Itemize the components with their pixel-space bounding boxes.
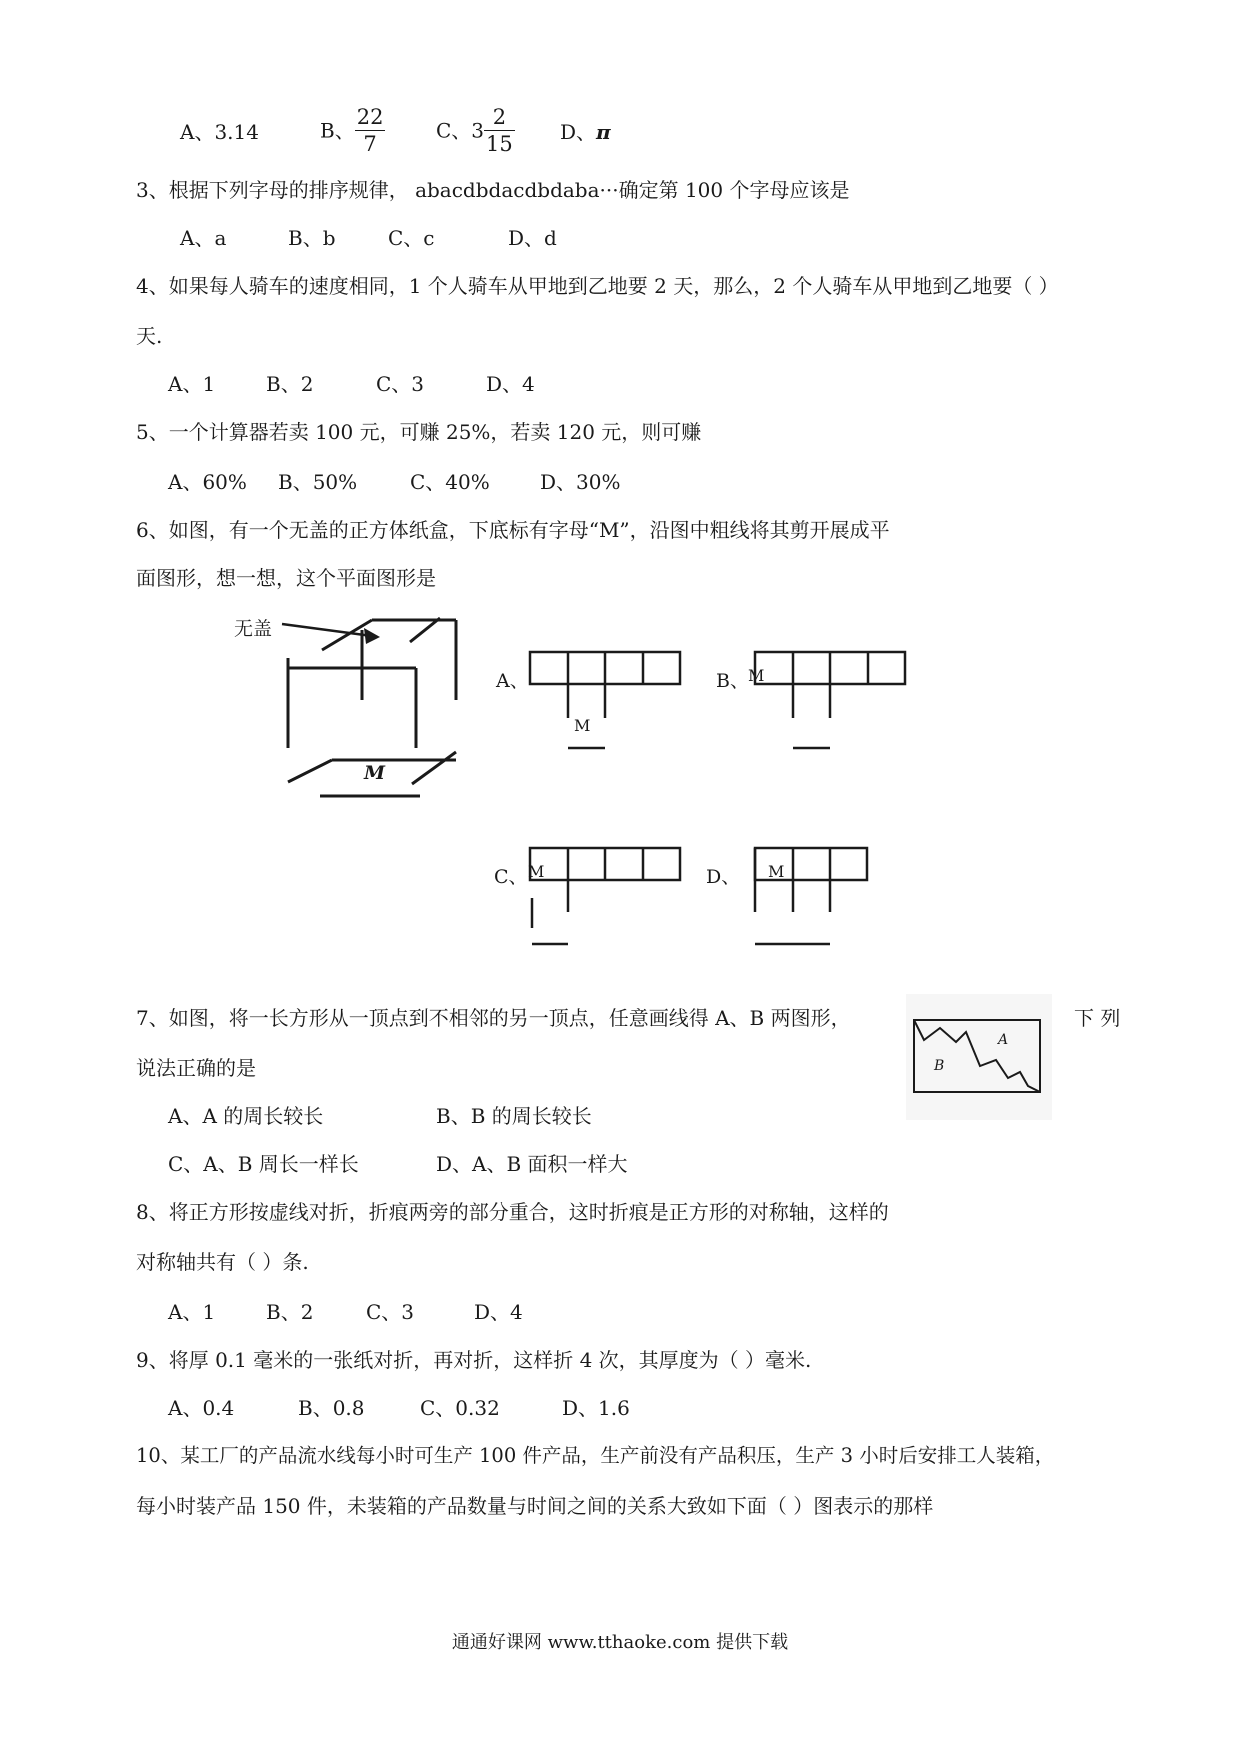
q7-text-right: 下 列: [1074, 1006, 1121, 1030]
q5-option-a: A、60%: [168, 470, 247, 494]
q4-option-a: A、1: [168, 372, 216, 396]
q9-option-d: D、1.6: [562, 1396, 630, 1420]
arrow-head-icon: [364, 628, 380, 644]
q7-option-a: A、A 的周长较长: [168, 1104, 324, 1128]
q7-text-continued: 说法正确的是: [136, 1056, 256, 1080]
q3-option-c: C、c: [388, 226, 435, 250]
net-a: [530, 652, 680, 748]
q9-option-b: B、0.8: [298, 1396, 365, 1420]
net-b-letter: M: [748, 666, 765, 685]
q10-text-continued: 每小时装产品 150 件，未装箱的产品数量与时间之间的关系大致如下面（ ）图表示的那样: [136, 1494, 934, 1518]
q3-option-d: D、d: [508, 226, 557, 250]
q8-option-c: C、3: [366, 1300, 415, 1324]
no-lid-label: 无盖: [234, 618, 273, 640]
cube-edge: [410, 618, 440, 642]
net-a-label: A、: [496, 670, 529, 692]
net-c-label: C、: [494, 866, 528, 888]
pi-symbol: π: [596, 120, 611, 144]
arrow-line: [282, 624, 372, 636]
q2-c-numerator: 2: [484, 104, 515, 131]
q2-option-a: A、3.14: [180, 120, 259, 144]
q4-option-c: C、3: [376, 372, 425, 396]
q2-option-c-prefix: C、3: [436, 118, 485, 143]
q2-b-denominator: 7: [363, 132, 377, 156]
q6-text: 6、如图，有一个无盖的正方体纸盒，下底标有字母“M”，沿图中粗线将其剪开展成平: [136, 518, 890, 542]
rectangle-figure: [906, 994, 1052, 1120]
net-c-letter: M: [528, 862, 545, 881]
cube-edge: [288, 760, 332, 782]
q4-text-continued: 天.: [136, 324, 163, 348]
cube-edge: [412, 752, 456, 784]
q6-text-continued: 面图形，想一想，这个平面图形是: [136, 566, 436, 590]
q7-option-d: D、A、B 面积一样大: [436, 1152, 628, 1176]
q4-option-d: D、4: [486, 372, 535, 396]
q3-text: 3、根据下列字母的排序规律， abacdbdacdbdaba···确定第 100 个字母应该是: [136, 178, 850, 202]
q7-option-c: C、A、B 周长一样长: [168, 1152, 359, 1176]
q8-text: 8、将正方形按虚线对折，折痕两旁的部分重合，这时折痕是正方形的对称轴，这样的: [136, 1200, 889, 1224]
q5-text: 5、一个计算器若卖 100 元，可赚 25%，若卖 120 元，则可赚: [136, 420, 702, 444]
q8-option-d: D、4: [474, 1300, 523, 1324]
net-b-label: B、: [716, 670, 749, 692]
q7-text: 7、如图，将一长方形从一顶点到不相邻的另一顶点，任意画线得 A、B 两图形，: [136, 1006, 851, 1030]
q4-text: 4、如果每人骑车的速度相同，1 个人骑车从甲地到乙地要 2 天，那么，2 个人骑车从甲地到乙地要（ ）: [136, 274, 1059, 298]
figure-background: [906, 994, 1052, 1120]
q5-option-c: C、40%: [410, 470, 490, 494]
q2-c-denominator: 15: [486, 132, 513, 156]
q5-option-d: D、30%: [540, 470, 621, 494]
q7-option-b: B、B 的周长较长: [436, 1104, 592, 1128]
q4-option-b: B、2: [266, 372, 314, 396]
q8-text-continued: 对称轴共有（ ）条.: [136, 1250, 309, 1274]
q2-option-d-prefix: D、: [560, 120, 597, 144]
q9-option-a: A、0.4: [168, 1396, 235, 1420]
net-b: [755, 652, 905, 748]
net-d-letter: M: [768, 862, 785, 881]
q5-option-b: B、50%: [278, 470, 358, 494]
q2-b-numerator: 22: [356, 105, 384, 129]
net-a-letter: M: [574, 716, 591, 735]
q10-text: 10、某工厂的产品流水线每小时可生产 100 件产品，生产前没有产品积压，生产 3 小时后安排工人装箱，: [136, 1444, 1055, 1467]
figure-label-b: B: [934, 1058, 945, 1074]
net-d-label: D、: [706, 866, 741, 888]
q9-text: 9、将厚 0.1 毫米的一张纸对折，再对折，这样折 4 次，其厚度为（ ）毫米.: [136, 1348, 812, 1372]
figure-label-a: A: [998, 1032, 1009, 1048]
cube-bottom-letter: M: [364, 762, 386, 784]
net-c: [530, 848, 680, 944]
q8-option-a: A、1: [168, 1300, 216, 1324]
q8-option-b: B、2: [266, 1300, 314, 1324]
page-footer: 通通好课网 www.tthaoke.com 提供下载: [451, 1632, 789, 1653]
q9-option-c: C、0.32: [420, 1396, 500, 1420]
q3-option-b: B、b: [288, 226, 336, 250]
q3-option-a: A、a: [180, 226, 227, 250]
q2-option-b-prefix: B、: [320, 118, 355, 143]
